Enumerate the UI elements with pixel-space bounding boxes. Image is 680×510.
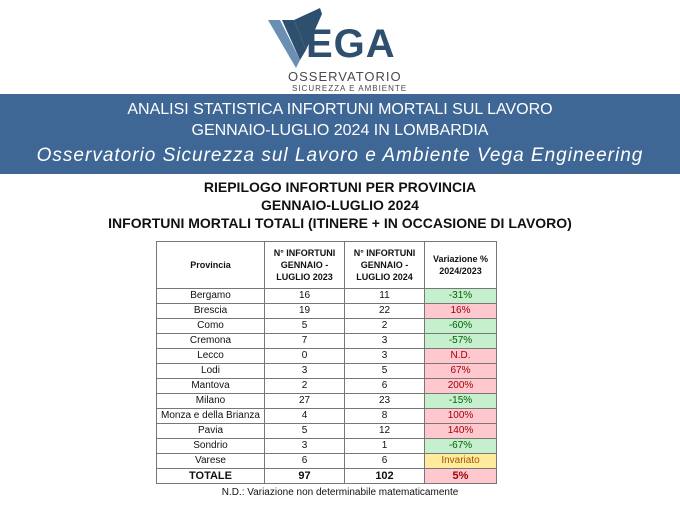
cell-variation: 5% [425, 469, 497, 484]
cell-variation: -67% [425, 439, 497, 454]
cell-2023: 4 [265, 409, 345, 424]
cell-variation: N.D. [425, 349, 497, 364]
cell-variation: -57% [425, 334, 497, 349]
cell-provincia: Cremona [157, 334, 265, 349]
header-provincia: Provincia [157, 242, 265, 289]
cell-provincia: TOTALE [157, 469, 265, 484]
table-row [157, 319, 497, 334]
cell-provincia: Mantova [157, 379, 265, 394]
footnote: N.D.: Variazione non determinabile matematicamente [221, 487, 459, 498]
cell-2024: 23 [345, 394, 425, 409]
cell-2024: 2 [345, 319, 425, 334]
cell-variation: 100% [425, 409, 497, 424]
table-row [157, 289, 497, 304]
table-row [157, 349, 497, 364]
cell-2024: 6 [345, 379, 425, 394]
table-row [157, 379, 497, 394]
cell-variation: 16% [425, 304, 497, 319]
table-row [157, 409, 497, 424]
cell-2023: 0 [265, 349, 345, 364]
cell-provincia: Pavia [157, 424, 265, 439]
cell-provincia: Sondrio [157, 439, 265, 454]
table-header-row [157, 242, 497, 289]
report-titles [0, 178, 680, 232]
cell-variation: -31% [425, 289, 497, 304]
cell-2024: 5 [345, 364, 425, 379]
logo-subtitle: OSSERVATORIO [288, 69, 402, 84]
cell-2024: 102 [345, 469, 425, 484]
cell-2023: 5 [265, 424, 345, 439]
province-table [156, 241, 497, 484]
cell-2023: 16 [265, 289, 345, 304]
cell-2023: 5 [265, 319, 345, 334]
cell-2023: 6 [265, 454, 345, 469]
cell-variation: -60% [425, 319, 497, 334]
header-2023: N° INFORTUNI GENNAIO - LUGLIO 2023 [265, 242, 345, 289]
report-title-1: RIEPILOGO INFORTUNI PER PROVINCIA [203, 179, 477, 195]
cell-2023: 2 [265, 379, 345, 394]
cell-provincia: Monza e della Brianza [157, 409, 265, 424]
table-row [157, 304, 497, 319]
cell-2023: 7 [265, 334, 345, 349]
cell-2024: 12 [345, 424, 425, 439]
cell-variation: Invariato [425, 454, 497, 469]
cell-provincia: Bergamo [157, 289, 265, 304]
cell-2023: 97 [265, 469, 345, 484]
table-row [157, 454, 497, 469]
table-row [157, 364, 497, 379]
cell-variation: 200% [425, 379, 497, 394]
table-row [157, 424, 497, 439]
cell-2024: 8 [345, 409, 425, 424]
header-2024: N° INFORTUNI GENNAIO - LUGLIO 2024 [345, 242, 425, 289]
cell-variation: 67% [425, 364, 497, 379]
cell-provincia: Varese [157, 454, 265, 469]
report-title-2: GENNAIO-LUGLIO 2024 [261, 197, 419, 213]
cell-2024: 1 [345, 439, 425, 454]
cell-2024: 3 [345, 349, 425, 364]
header-banner [0, 94, 680, 174]
logo-tagline: SICUREZZA E AMBIENTE [292, 84, 408, 93]
cell-2023: 19 [265, 304, 345, 319]
cell-provincia: Como [157, 319, 265, 334]
cell-provincia: Lodi [157, 364, 265, 379]
banner-line-1: ANALISI STATISTICA INFORTUNI MORTALI SUL LAVORO [127, 101, 553, 118]
header-variation: Variazione % 2024/2023 [425, 242, 497, 289]
cell-2024: 11 [345, 289, 425, 304]
table-row [157, 334, 497, 349]
vega-logo [268, 8, 408, 92]
cell-provincia: Milano [157, 394, 265, 409]
cell-provincia: Brescia [157, 304, 265, 319]
table-row [157, 394, 497, 409]
banner-line-3: Osservatorio Sicurezza sul Lavoro e Ambiente Vega Engineering [36, 145, 644, 166]
table-total-row [157, 469, 497, 484]
cell-2023: 27 [265, 394, 345, 409]
cell-variation: 140% [425, 424, 497, 439]
cell-2023: 3 [265, 439, 345, 454]
cell-variation: -15% [425, 394, 497, 409]
cell-2024: 22 [345, 304, 425, 319]
banner-line-2: GENNAIO-LUGLIO 2024 IN LOMBARDIA [191, 122, 489, 139]
cell-2024: 3 [345, 334, 425, 349]
report-title-3: INFORTUNI MORTALI TOTALI (ITINERE + IN OCCASIONE DI LAVORO) [108, 215, 572, 231]
cell-provincia: Lecco [157, 349, 265, 364]
cell-2023: 3 [265, 364, 345, 379]
table-row [157, 439, 497, 454]
logo-brand-text: EGA [306, 22, 396, 66]
cell-2024: 6 [345, 454, 425, 469]
